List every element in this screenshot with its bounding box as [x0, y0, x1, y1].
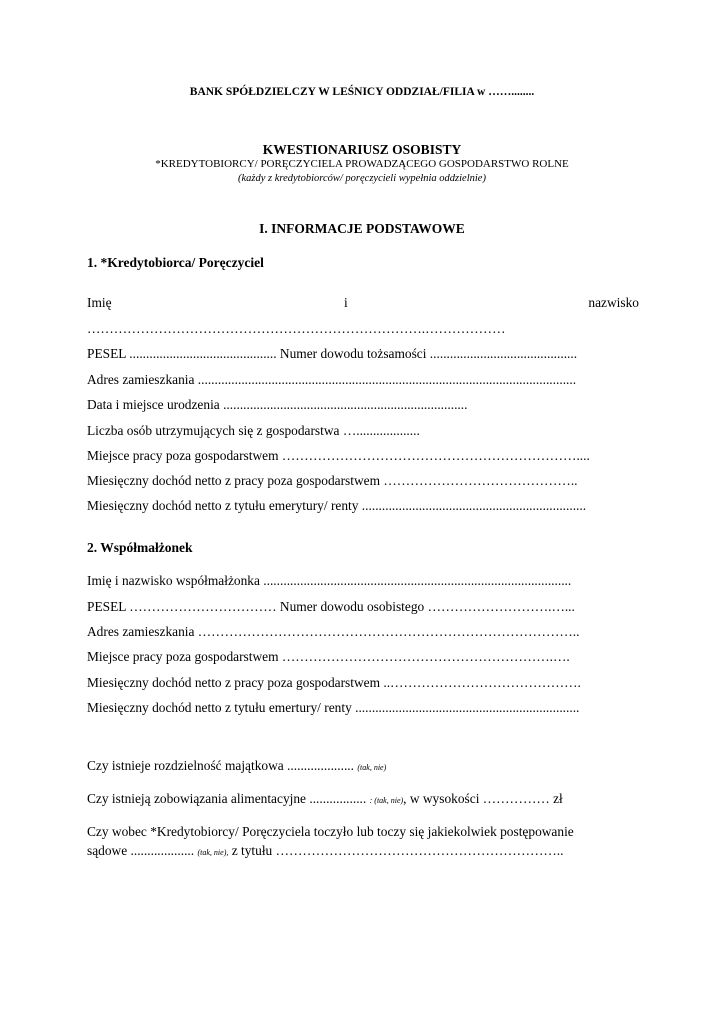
- address-field[interactable]: Adres zamieszkania .................................................................................................................: [87, 372, 577, 387]
- alimony-question[interactable]: [87, 791, 563, 807]
- q3-options: (tak, nie),: [197, 848, 229, 857]
- court-question-line2[interactable]: [87, 843, 564, 859]
- spouse-income-work-field[interactable]: Miesięczny dochód netto z pracy poza gospodarstwem ..…………………………………….: [87, 675, 581, 690]
- spouse-pesel-id-field[interactable]: PESEL …………………………… Numer dowodu osobistego ……………………….…...: [87, 599, 575, 614]
- form-subtitle: *KREDYTOBIORCY/ PORĘCZYCIELA PROWADZĄCEGO GOSPODARSTWO ROLNE: [155, 158, 569, 170]
- income-work-field[interactable]: Miesięczny dochód netto z pracy poza gospodarstwem ……………………………………..: [87, 473, 578, 488]
- form-title: KWESTIONARIUSZ OSOBISTY: [262, 142, 462, 157]
- q3-reason: z tytułu ………………………………………………………..: [228, 843, 564, 858]
- bank-header: BANK SPÓŁDZIELCZY W LEŚNICY ODDZIAŁ/FILIA w ……........: [189, 86, 535, 98]
- q1-text: Czy istnieje rozdzielność majątkowa ....................: [87, 758, 355, 773]
- part1-heading: 1. *Kredytobiorca/ Poręczyciel: [87, 255, 264, 270]
- spouse-address-field[interactable]: Adres zamieszkania …………………………………………………………………………..: [87, 624, 580, 639]
- q2-text: Czy istnieją zobowiązania alimentacyjne .................: [87, 791, 367, 806]
- spouse-name-field[interactable]: Imię i nazwisko współmałżonka ............................................................................................: [87, 573, 572, 588]
- birth-field[interactable]: Data i miejsce urodzenia .........................................................................: [87, 397, 468, 412]
- spouse-workplace-field[interactable]: Miejsce pracy poza gospodarstwem …………………………………………………….….: [87, 649, 570, 664]
- q2-amount: , w wysokości …………… zł: [403, 791, 563, 806]
- household-count-field[interactable]: Liczba osób utrzymujących się z gospodarstwa …...................: [87, 423, 420, 438]
- part2-heading: 2. Współmałżonek: [87, 540, 193, 555]
- spouse-income-pension-field[interactable]: Miesięczny dochód netto z tytułu emertury/ renty ...................................................................: [87, 700, 580, 715]
- income-pension-field[interactable]: Miesięczny dochód netto z tytułu emerytury/ renty ...................................................................: [87, 498, 587, 513]
- q1-options: (tak, nie): [357, 763, 387, 772]
- workplace-field[interactable]: Miejsce pracy poza gospodarstwem …………………………………………………………....: [87, 448, 590, 463]
- court-question-line1: Czy wobec *Kredytobiorcy/ Poręczyciela toczyło lub toczy się jakiekolwiek postępowanie: [87, 824, 574, 839]
- name-label: Imię: [87, 295, 112, 310]
- and-label: i: [344, 295, 348, 310]
- q2-options: : (tak, nie): [369, 796, 404, 805]
- form-note: (każdy z kredytobiorców/ poręczycieli wypełnia oddzielnie): [238, 173, 486, 184]
- section-title: I. INFORMACJE PODSTAWOWE: [259, 221, 465, 236]
- property-separation-question[interactable]: [87, 758, 386, 774]
- name-field[interactable]: ………………………………………………………………….………………: [87, 321, 506, 336]
- surname-label: nazwisko: [588, 295, 639, 310]
- pesel-id-field[interactable]: PESEL ............................................ Numer dowodu tożsamości ............................................: [87, 346, 578, 361]
- q3-text: sądowe ...................: [87, 843, 195, 858]
